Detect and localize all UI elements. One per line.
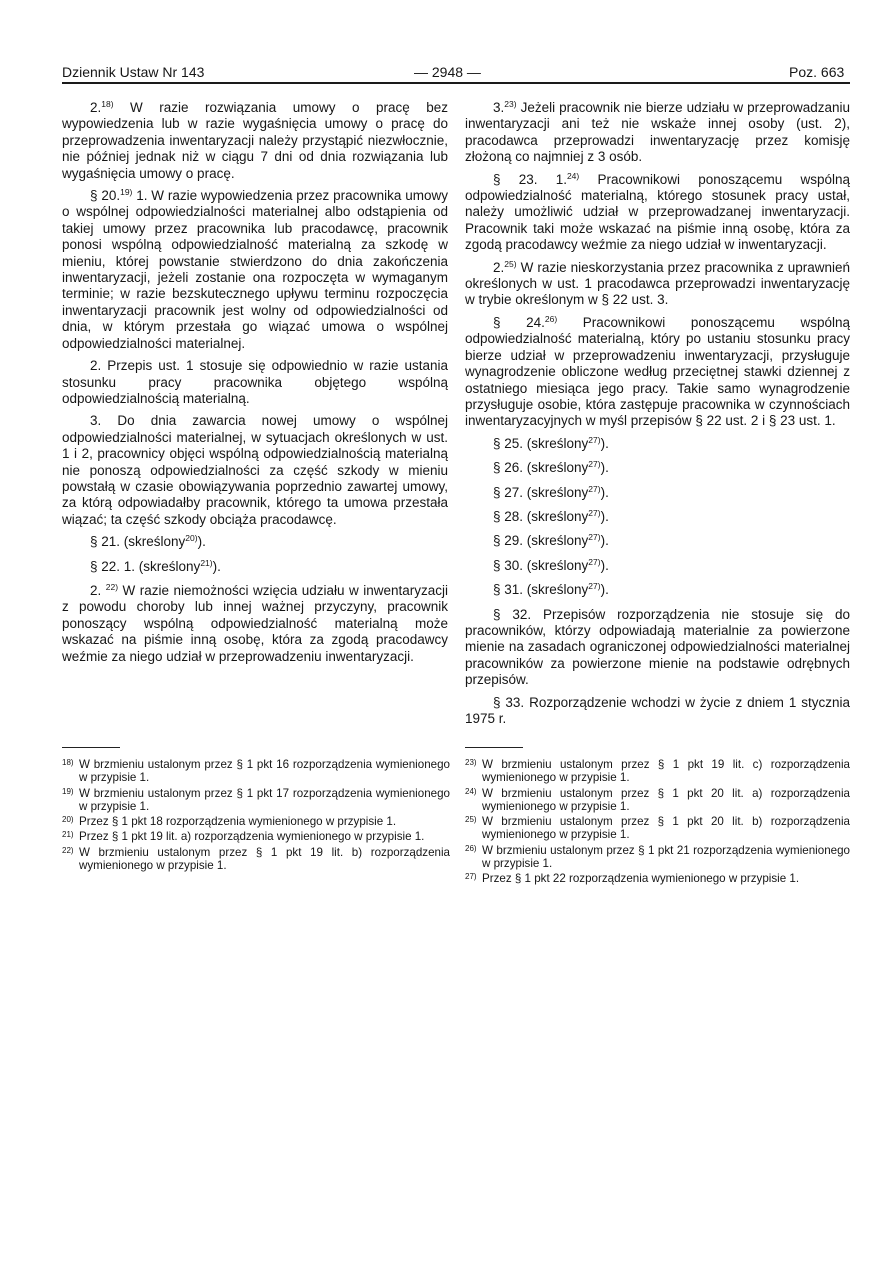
paragraph [465, 172, 850, 254]
paragraph-text: ). [600, 557, 609, 573]
footnote-mark: 26) [465, 843, 477, 853]
footnote-text: W brzmieniu ustalonym przez § 1 pkt 19 lit. c) rozporządzenia wymienionego w przypisie 1. [482, 758, 850, 785]
right-column [465, 100, 850, 733]
paragraph [62, 188, 448, 352]
paragraph-head: 2. [90, 582, 106, 598]
footnote-ref: 27) [588, 581, 601, 592]
paragraph-text: ). [600, 533, 609, 549]
paragraph-text: ). [212, 558, 221, 574]
paragraph [465, 558, 850, 574]
left-column [62, 100, 448, 671]
footnote [465, 758, 850, 785]
paragraph-head: § 29. (skreślony [493, 533, 589, 549]
footnote-ref: 27) [588, 459, 601, 470]
paragraph-head: § 21. (skreślony [90, 534, 186, 550]
footnotes-left [62, 758, 450, 874]
footnote-text: Przez § 1 pkt 18 rozporządzenia wymienionego w przypisie 1. [79, 815, 397, 829]
footnote-mark: 23) [465, 758, 477, 767]
paragraph-head: § 24. [493, 314, 545, 330]
footnote-text: W brzmieniu ustalonym przez § 1 pkt 19 lit. b) rozporządzenia wymienionego w przypisie 1. [79, 845, 450, 873]
paragraph [465, 436, 850, 452]
paragraph-head: § 20. [90, 188, 121, 204]
footnote-mark: 25) [465, 815, 477, 825]
paragraph-text: W razie niemożności wzięcia udziału w inwentaryzacji z powodu choroby lub innej ważnej przyczyny, pracownik ponoszący wspólną odpowiedzialność materialną może wskazać na piśmie inną osobę, która za zgodą pracodawcy weźmie za niego udział w przeprowadzeniu inwentaryzacji. [62, 582, 449, 664]
page-number: — 2948 — [414, 64, 481, 80]
paragraph [465, 509, 850, 525]
paragraph-text: 2. Przepis ust. 1 stosuje się odpowiednio w razie ustania stosunku pracy pracownika objętego wspólną odpowiedzialnością materialną. [62, 358, 448, 406]
paragraph-head: § 31. (skreślony [493, 582, 589, 598]
paragraph [465, 460, 850, 476]
paragraph [465, 260, 850, 309]
paragraph-head: 2. [90, 100, 102, 115]
paragraph-text: 1. W razie wypowiedzenia przez pracownika umowy o wspólnej odpowiedzialności materialnej albo odstąpienia od takiej umowy przez pracownika lub pracodawcę, pracownik ponosi wspólną odpowiedzialność materialną za szkodę w mieniu, której powstanie stwierdzono do dnia zakończenia inwentaryzacji, jeżeli zostanie ona rozpoczęta w wymaganym terminie; w razie bezskutecznego upływu terminu rozpoczęcia inwentaryzacji pracownik jest wolny od odpowiedzialności od dnia, w którym przestała go wiązać umowa o wspólnej odpowiedzialności materialnej. [62, 188, 448, 351]
paragraph-text: ). [600, 484, 609, 500]
footnote [465, 844, 850, 871]
position-number: Poz. 663 [789, 64, 845, 80]
paragraph-text: § 32. Przepisów rozporządzenia nie stosuje się do pracowników, którzy odpowiadają materialnie za powierzone mienie na zasadach ograniczonej odpowiedzialności materialnej pracowników za powierzone mienie na podstawie odrębnych przepisów. [465, 606, 850, 688]
footnote [62, 846, 450, 873]
paragraph [465, 485, 850, 501]
footnote-text: W brzmieniu ustalonym przez § 1 pkt 20 lit. b) rozporządzenia wymienionego w przypisie 1. [482, 815, 850, 842]
paragraph [62, 358, 448, 407]
paragraph-text: ). [600, 435, 609, 451]
footnote-ref: 27) [588, 483, 601, 494]
footnote-mark: 18) [62, 758, 74, 767]
footnote-mark: 22) [62, 845, 74, 855]
footnote [62, 758, 450, 785]
paragraph-head: 2. [493, 259, 505, 275]
footnote-rule [465, 747, 523, 748]
paragraph-head: 3. [493, 100, 505, 115]
paragraph-text: ). [197, 534, 206, 550]
paragraph-text: Jeżeli pracownik nie bierze udziału w przeprowadzaniu inwentaryzacji ani też nie wskaże innej osoby (ust. 2), pracodawca przeprowadzi inwentaryzację przez komisję złożoną co najmniej z 3 osób. [465, 100, 850, 165]
footnote-text: W brzmieniu ustalonym przez § 1 pkt 21 rozporządzenia wymienionego w przypisie 1. [482, 843, 850, 871]
footnote-ref: 21) [200, 557, 213, 568]
footnote [62, 815, 450, 828]
paragraph-text: § 33. Rozporządzenie wchodzi w życie z dniem 1 stycznia 1975 r. [465, 694, 850, 726]
footnote-mark: 21) [62, 830, 74, 840]
footnote-ref: 20) [185, 533, 198, 544]
paragraph-head: § 30. (skreślony [493, 557, 589, 573]
footnote [62, 787, 450, 814]
footnote-ref: 19) [120, 187, 133, 198]
paragraph [465, 533, 850, 549]
footnote-mark: 19) [62, 786, 74, 796]
footnote-text: W brzmieniu ustalonym przez § 1 pkt 17 rozporządzenia wymienionego w przypisie 1. [79, 786, 450, 813]
paragraph-text: ). [600, 460, 609, 476]
paragraph-text: W razie nieskorzystania przez pracownika z uprawnień określonych w ust. 1 pracodawca przeprowadzi inwentaryzację w trybie określonym w § 22 ust. 3. [465, 259, 850, 308]
paragraph-head: § 26. (skreślony [493, 460, 589, 476]
footnote-ref: 26) [544, 313, 558, 324]
footnote-ref: 27) [588, 507, 601, 518]
paragraph [465, 100, 850, 166]
footnote-text: Przez § 1 pkt 22 rozporządzenia wymienionego w przypisie 1. [482, 872, 800, 886]
footnote-ref: 18) [101, 99, 114, 109]
footnote [465, 787, 850, 814]
journal-title: Dziennik Ustaw Nr 143 [62, 64, 205, 80]
footnote-ref: 23) [504, 99, 517, 109]
header-rule [62, 82, 850, 84]
paragraph [62, 583, 448, 665]
footnote-ref: 25) [504, 258, 517, 269]
paragraph-text: ). [600, 508, 609, 524]
paragraph-text: 3. Do dnia zawarcia nowej umowy o wspólnej odpowiedzialności materialnej, w sytuacjach określonych w ust. 1 i 2, pracownicy objęci wspólną odpowiedzialnością materialną nie ponoszą odpowiedzialności za część szkody w mieniu powstałą w czasie obowiązywania poprzednio zawartej umowy, za którą odpowiadałby pracownik, którego ta umowa przestała wiązać; ta część szkody obciąża pracodawcę. [62, 413, 448, 527]
paragraph-text: W razie rozwiązania umowy o pracę bez wypowiedzenia lub w razie wygaśnięcia umowy o pracę do przeprowadzenia inwentaryzacji należy przystąpić niezwłocznie, nie później jednak niż w ciągu 7 dni od dnia rozwiązania lub wygaśnięcia umowy o pracę. [62, 100, 448, 181]
footnote [465, 872, 850, 885]
footnote [62, 830, 450, 843]
paragraph-head: § 22. 1. (skreślony [90, 558, 201, 574]
footnote-mark: 27) [465, 872, 477, 882]
footnote-text: W brzmieniu ustalonym przez § 1 pkt 16 rozporządzenia wymienionego w przypisie 1. [79, 758, 450, 785]
footnote-rule [62, 747, 120, 748]
footnote-mark: 20) [62, 815, 74, 825]
paragraph [465, 315, 850, 430]
paragraph-head: § 28. (skreślony [493, 508, 589, 524]
footnote-ref: 22) [105, 581, 119, 592]
paragraph [62, 100, 448, 182]
paragraph [465, 695, 850, 728]
footnote-mark: 24) [465, 786, 477, 796]
paragraph [465, 582, 850, 598]
footnote [465, 815, 850, 842]
paragraph-head: § 23. 1. [493, 171, 567, 187]
footnote-ref: 27) [588, 556, 601, 567]
footnote-text: W brzmieniu ustalonym przez § 1 pkt 20 lit. a) rozporządzenia wymienionego w przypisie 1. [482, 786, 850, 813]
footnotes-right [465, 758, 850, 888]
paragraph-head: § 25. (skreślony [493, 435, 589, 451]
paragraph [62, 559, 448, 575]
paragraph-text: Pracownikowi ponoszącemu wspólną odpowiedzialność materialną, którego stosunek pracy ustał, należy umożliwić udział w przeprowadzanej inwentaryzacji. Pracownik taki może wskazać na piśmie inną osobę, która za zgodą pracodawcy weźmie za niego udział w inwentaryzacji. [465, 171, 850, 253]
footnote-ref: 27) [588, 532, 601, 543]
paragraph-text: ). [600, 582, 609, 598]
footnote-ref: 27) [588, 434, 601, 445]
paragraph [465, 607, 850, 689]
paragraph-text: Pracownikowi ponoszącemu wspólną odpowiedzialność materialną, który po ustaniu stosunku pracy bierze udział w przeprowadzeniu inwentaryzacji, przysługuje wynagrodzenie obliczone według przeciętnej stawki dziennej z ostatniego miesiąca jego pracy. Takie samo wynagrodzenie przysługuje osobie, która zastępuje pracownika w czynnościach inwentaryzacyjnych w myśl przepisów § 22 ust. 2 i § 23 ust. 1. [465, 314, 850, 429]
paragraph-head: § 27. (skreślony [493, 484, 589, 500]
paragraph [62, 413, 448, 528]
footnote-text: Przez § 1 pkt 19 lit. a) rozporządzenia wymienionego w przypisie 1. [79, 830, 425, 844]
paragraph [62, 534, 448, 550]
footnote-ref: 24) [566, 170, 580, 181]
